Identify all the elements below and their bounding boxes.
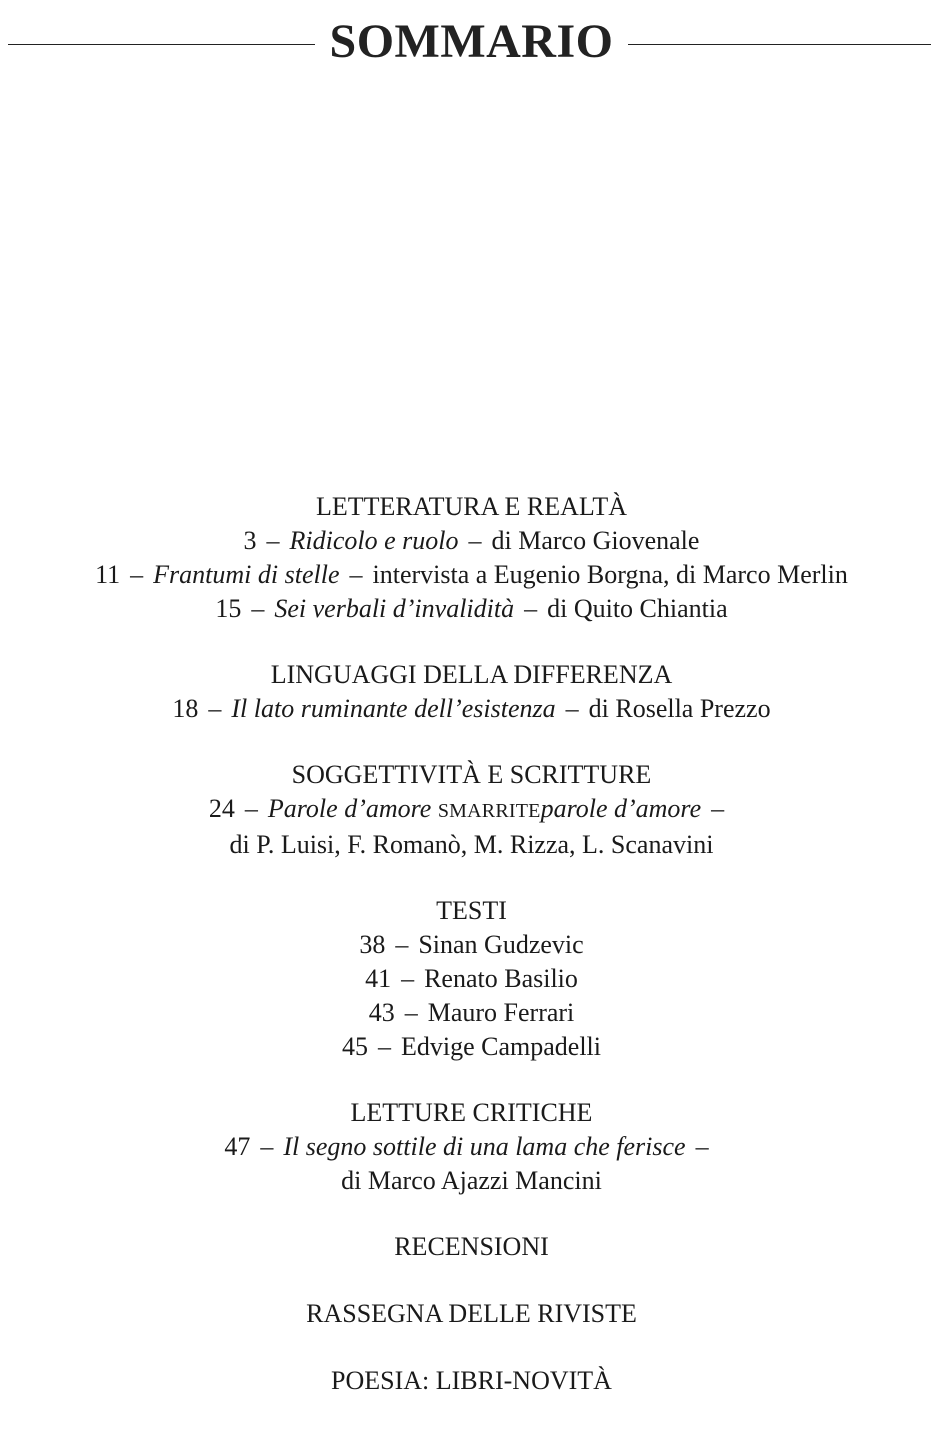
page-title: SOMMARIO (329, 15, 614, 68)
entry-page: 43 (368, 998, 395, 1027)
entry-author-line: di P. Luisi, F. Romanò, M. Rizza, L. Scanavini (229, 830, 714, 859)
entry-page: 45 (341, 1032, 368, 1061)
entry-page: 18 (172, 694, 199, 723)
section-linguaggi-della-differenza (0, 658, 943, 726)
section-title: LINGUAGGI DELLA DIFFERENZA (270, 660, 673, 689)
entry-dash: – (404, 998, 418, 1027)
entry-page: 11 (95, 560, 121, 589)
entry-dash: – (251, 594, 265, 623)
toc-entry[interactable] (0, 524, 943, 558)
toc-entry[interactable] (0, 692, 943, 726)
entry-page: 15 (215, 594, 242, 623)
toc-entry[interactable] (0, 792, 943, 828)
section-rassegna-delle-riviste[interactable]: RASSEGNA DELLE RIVISTE (306, 1299, 637, 1328)
section-poesia-libri-novita[interactable]: POESIA: LIBRI-NOVITÀ (331, 1366, 612, 1395)
section-title: LETTERATURA E REALTÀ (315, 492, 628, 521)
entry-dash: – (468, 526, 482, 555)
toc-entry[interactable] (0, 1130, 943, 1164)
entry-author: di Marco Giovenale (491, 526, 700, 555)
entry-dash: – (695, 1132, 709, 1161)
entry-author-line: di Marco Ajazzi Mancini (341, 1166, 602, 1195)
section-testi (0, 894, 943, 1064)
entry-author: di Rosella Prezzo (588, 694, 771, 723)
entry-dash: – (349, 560, 363, 589)
page-header (0, 8, 943, 72)
entry-dash: – (244, 794, 258, 823)
section-title: LETTURE CRITICHE (350, 1098, 593, 1127)
entry-author: Renato Basilio (424, 964, 578, 993)
entry-title-part-a: Parole d’amore (267, 794, 432, 823)
entry-dash: – (395, 930, 409, 959)
entry-page: 24 (208, 794, 235, 823)
entry-dash: – (565, 694, 579, 723)
entry-title: Sei verbali d’invalidità (274, 594, 515, 623)
entry-author: intervista a Eugenio Borgna, di Marco Merlin (372, 560, 848, 589)
section-title: SOGGETTIVITÀ E SCRITTURE (291, 760, 652, 789)
entry-title: Il segno sottile di una lama che ferisce (283, 1132, 686, 1161)
entry-page: 38 (359, 930, 386, 959)
toc-entry[interactable] (0, 928, 943, 962)
entry-dash: – (130, 560, 144, 589)
section-letteratura-e-realta (0, 490, 943, 626)
entry-dash: – (208, 694, 222, 723)
entry-page: 41 (365, 964, 392, 993)
entry-dash: – (711, 794, 725, 823)
entry-title: Ridicolo e ruolo (289, 526, 459, 555)
entry-dash: – (266, 526, 280, 555)
entry-author: di Quito Chiantia (547, 594, 728, 623)
entry-dash: – (260, 1132, 274, 1161)
entry-title: Il lato ruminante dell’esistenza (231, 694, 556, 723)
entry-title-smallcaps: SMARRITE (437, 800, 541, 822)
section-letture-critiche (0, 1096, 943, 1198)
header-rule-right (628, 44, 931, 45)
entry-author: Mauro Ferrari (427, 998, 575, 1027)
section-recensioni[interactable]: RECENSIONI (394, 1232, 549, 1261)
toc-entry[interactable] (0, 592, 943, 626)
toc-entry[interactable] (0, 996, 943, 1030)
entry-title-part-b: parole d’amore (540, 794, 702, 823)
toc-entry[interactable] (0, 1030, 943, 1064)
entry-dash: – (524, 594, 538, 623)
table-of-contents (0, 490, 943, 1431)
section-title: TESTI (436, 896, 507, 925)
toc-entry[interactable] (0, 558, 943, 592)
entry-author: Edvige Campadelli (400, 1032, 601, 1061)
entry-page: 3 (243, 526, 257, 555)
entry-dash: – (377, 1032, 391, 1061)
toc-entry[interactable] (0, 962, 943, 996)
entry-title: Frantumi di stelle (153, 560, 340, 589)
entry-dash: – (401, 964, 415, 993)
entry-author: Sinan Gudzevic (418, 930, 584, 959)
section-soggettivita-e-scritture (0, 758, 943, 862)
entry-page: 47 (224, 1132, 251, 1161)
